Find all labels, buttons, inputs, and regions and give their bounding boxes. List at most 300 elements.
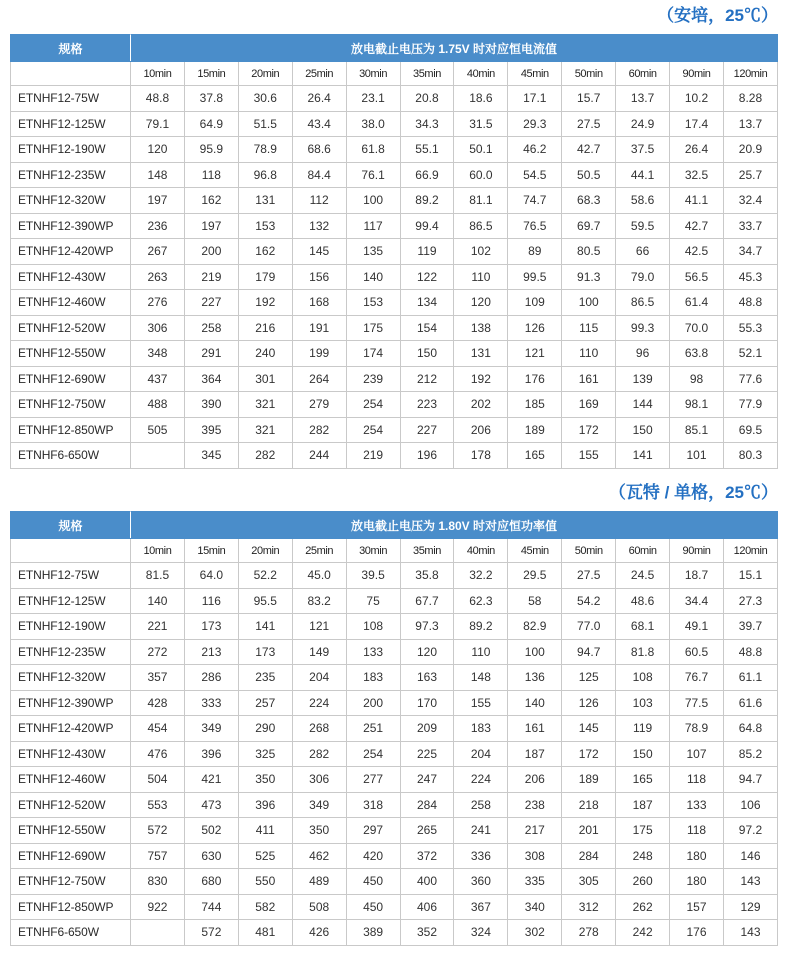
- value-cell: 30.6: [238, 86, 292, 112]
- value-cell: 321: [238, 392, 292, 418]
- value-cell: 297: [346, 818, 400, 844]
- value-cell: 505: [131, 417, 185, 443]
- value-cell: 169: [562, 392, 616, 418]
- value-cell: 96.8: [238, 162, 292, 188]
- value-cell: 268: [292, 716, 346, 742]
- value-cell: 126: [508, 315, 562, 341]
- value-cell: 134: [400, 290, 454, 316]
- value-cell: 350: [238, 767, 292, 793]
- model-name-cell: ETNHF6-650W: [11, 443, 131, 469]
- value-cell: 830: [131, 869, 185, 895]
- time-column-header: 10min: [131, 539, 185, 563]
- table-row: [11, 86, 778, 112]
- value-cell: 350: [292, 818, 346, 844]
- value-cell: 553: [131, 792, 185, 818]
- value-cell: 135: [346, 239, 400, 265]
- value-cell: 27.5: [562, 111, 616, 137]
- value-cell: 196: [400, 443, 454, 469]
- value-cell: 61.4: [670, 290, 724, 316]
- value-cell: 100: [346, 188, 400, 214]
- time-column-header: 15min: [184, 539, 238, 563]
- value-cell: 66.9: [400, 162, 454, 188]
- value-cell: 58.6: [616, 188, 670, 214]
- value-cell: 60.0: [454, 162, 508, 188]
- value-cell: 165: [508, 443, 562, 469]
- value-cell: 132: [292, 213, 346, 239]
- value-cell: 240: [238, 341, 292, 367]
- table-caption: （安培，25℃）: [657, 6, 778, 25]
- value-cell: 161: [562, 366, 616, 392]
- value-cell: 107: [670, 741, 724, 767]
- value-cell: 119: [400, 239, 454, 265]
- value-cell: 197: [184, 213, 238, 239]
- model-name-cell: ETNHF12-420WP: [11, 716, 131, 742]
- value-cell: 140: [508, 690, 562, 716]
- value-cell: 24.9: [616, 111, 670, 137]
- value-cell: 508: [292, 894, 346, 920]
- value-cell: 192: [238, 290, 292, 316]
- value-cell: 74.7: [508, 188, 562, 214]
- model-name-cell: ETNHF12-390WP: [11, 690, 131, 716]
- time-column-header: 20min: [238, 539, 292, 563]
- value-cell: 406: [400, 894, 454, 920]
- value-cell: 161: [508, 716, 562, 742]
- value-cell: 572: [184, 920, 238, 946]
- value-cell: 83.2: [292, 588, 346, 614]
- value-cell: 168: [292, 290, 346, 316]
- value-cell: 265: [400, 818, 454, 844]
- time-column-header: 45min: [508, 539, 562, 563]
- value-cell: 200: [346, 690, 400, 716]
- value-cell: 197: [131, 188, 185, 214]
- value-cell: 110: [454, 264, 508, 290]
- value-cell: 357: [131, 665, 185, 691]
- value-cell: 94.7: [723, 767, 777, 793]
- time-header-row: [11, 62, 778, 86]
- value-cell: 80.3: [723, 443, 777, 469]
- value-cell: 146: [723, 843, 777, 869]
- model-name-cell: ETNHF12-690W: [11, 366, 131, 392]
- value-cell: 32.5: [670, 162, 724, 188]
- model-name-cell: ETNHF12-125W: [11, 111, 131, 137]
- value-cell: 139: [616, 366, 670, 392]
- value-cell: 744: [184, 894, 238, 920]
- value-cell: 213: [184, 639, 238, 665]
- value-cell: 60.5: [670, 639, 724, 665]
- value-cell: 224: [292, 690, 346, 716]
- model-name-cell: ETNHF12-235W: [11, 639, 131, 665]
- value-cell: 202: [454, 392, 508, 418]
- value-cell: 411: [238, 818, 292, 844]
- value-cell: 154: [400, 315, 454, 341]
- spec-subheader-blank: [11, 539, 131, 563]
- value-cell: 82.9: [508, 614, 562, 640]
- value-cell: 336: [454, 843, 508, 869]
- value-cell: 141: [616, 443, 670, 469]
- time-column-header: 25min: [292, 62, 346, 86]
- value-cell: 400: [400, 869, 454, 895]
- value-cell: 54.5: [508, 162, 562, 188]
- table-row: [11, 341, 778, 367]
- value-cell: 282: [292, 741, 346, 767]
- value-cell: 217: [508, 818, 562, 844]
- value-cell: 95.5: [238, 588, 292, 614]
- model-name-cell: ETNHF12-520W: [11, 315, 131, 341]
- value-cell: 308: [508, 843, 562, 869]
- value-cell: 39.5: [346, 563, 400, 589]
- value-cell: 52.2: [238, 563, 292, 589]
- value-cell: 39.7: [723, 614, 777, 640]
- model-name-cell: ETNHF12-750W: [11, 869, 131, 895]
- value-cell: 185: [508, 392, 562, 418]
- value-cell: 86.5: [616, 290, 670, 316]
- value-cell: 59.5: [616, 213, 670, 239]
- value-cell: 260: [616, 869, 670, 895]
- time-column-header: 30min: [346, 539, 400, 563]
- value-cell: 64.9: [184, 111, 238, 137]
- value-cell: 163: [400, 665, 454, 691]
- value-cell: 248: [616, 843, 670, 869]
- table-row: [11, 264, 778, 290]
- value-cell: 140: [346, 264, 400, 290]
- value-cell: 20.8: [400, 86, 454, 112]
- value-cell: 153: [346, 290, 400, 316]
- value-cell: 345: [184, 443, 238, 469]
- table-row: [11, 665, 778, 691]
- value-cell: 32.4: [723, 188, 777, 214]
- table-row: [11, 162, 778, 188]
- value-cell: 219: [346, 443, 400, 469]
- value-cell: 45.0: [292, 563, 346, 589]
- model-name-cell: ETNHF12-390WP: [11, 213, 131, 239]
- value-cell: 42.7: [562, 137, 616, 163]
- value-cell: 224: [454, 767, 508, 793]
- value-cell: 180: [670, 869, 724, 895]
- value-cell: 144: [616, 392, 670, 418]
- value-cell: 58: [508, 588, 562, 614]
- value-cell: 86.5: [454, 213, 508, 239]
- value-cell: 148: [131, 162, 185, 188]
- value-cell: 23.1: [346, 86, 400, 112]
- model-name-cell: ETNHF12-850WP: [11, 894, 131, 920]
- value-cell: 504: [131, 767, 185, 793]
- time-column-header: 15min: [184, 62, 238, 86]
- value-cell: 106: [723, 792, 777, 818]
- model-name-cell: ETNHF12-190W: [11, 137, 131, 163]
- value-cell: 278: [562, 920, 616, 946]
- value-cell: 131: [238, 188, 292, 214]
- value-cell: 81.5: [131, 563, 185, 589]
- value-cell: 141: [238, 614, 292, 640]
- value-cell: 262: [616, 894, 670, 920]
- value-cell: 75: [346, 588, 400, 614]
- time-column-header: 45min: [508, 62, 562, 86]
- model-name-cell: ETNHF12-550W: [11, 341, 131, 367]
- value-cell: 340: [508, 894, 562, 920]
- value-cell: 282: [292, 417, 346, 443]
- value-cell: 118: [670, 767, 724, 793]
- value-cell: 312: [562, 894, 616, 920]
- value-cell: 61.6: [723, 690, 777, 716]
- value-cell: 302: [508, 920, 562, 946]
- value-cell: 279: [292, 392, 346, 418]
- table-row: [11, 213, 778, 239]
- table-row: [11, 639, 778, 665]
- value-cell: [131, 443, 185, 469]
- value-cell: 454: [131, 716, 185, 742]
- value-cell: 80.5: [562, 239, 616, 265]
- value-cell: 10.2: [670, 86, 724, 112]
- table-title-header: 放电截止电压为 1.80V 时对应恒功率值: [131, 512, 778, 539]
- value-cell: 757: [131, 843, 185, 869]
- model-name-cell: ETNHF12-850WP: [11, 417, 131, 443]
- model-name-cell: ETNHF12-420WP: [11, 239, 131, 265]
- table-row: [11, 741, 778, 767]
- value-cell: 69.7: [562, 213, 616, 239]
- value-cell: 78.9: [670, 716, 724, 742]
- time-column-header: 120min: [723, 539, 777, 563]
- table-row: [11, 137, 778, 163]
- time-column-header: 60min: [616, 62, 670, 86]
- table-title-header: 放电截止电压为 1.75V 时对应恒电流值: [131, 35, 778, 62]
- value-cell: 462: [292, 843, 346, 869]
- time-column-header: 30min: [346, 62, 400, 86]
- value-cell: 138: [454, 315, 508, 341]
- value-cell: 56.5: [670, 264, 724, 290]
- table-header-row: [11, 35, 778, 62]
- value-cell: 175: [346, 315, 400, 341]
- value-cell: 437: [131, 366, 185, 392]
- constant-current-table: [10, 34, 778, 469]
- value-cell: 50.1: [454, 137, 508, 163]
- value-cell: 48.8: [723, 290, 777, 316]
- value-cell: 126: [562, 690, 616, 716]
- value-cell: 367: [454, 894, 508, 920]
- table-head: [11, 512, 778, 563]
- value-cell: 136: [508, 665, 562, 691]
- value-cell: 140: [131, 588, 185, 614]
- table-row: [11, 818, 778, 844]
- value-cell: 81.1: [454, 188, 508, 214]
- value-cell: 145: [562, 716, 616, 742]
- value-cell: 120: [400, 639, 454, 665]
- table-row: [11, 111, 778, 137]
- time-column-header: 50min: [562, 62, 616, 86]
- value-cell: 66: [616, 239, 670, 265]
- time-column-header: 40min: [454, 62, 508, 86]
- time-column-header: 50min: [562, 539, 616, 563]
- value-cell: 98.1: [670, 392, 724, 418]
- value-cell: 680: [184, 869, 238, 895]
- table-row: [11, 843, 778, 869]
- table-caption: （瓦特 / 单格，25℃）: [608, 483, 778, 502]
- value-cell: 183: [454, 716, 508, 742]
- value-cell: 145: [292, 239, 346, 265]
- value-cell: 335: [508, 869, 562, 895]
- value-cell: 212: [400, 366, 454, 392]
- value-cell: 64.8: [723, 716, 777, 742]
- value-cell: 360: [454, 869, 508, 895]
- value-cell: 396: [238, 792, 292, 818]
- value-cell: 50.5: [562, 162, 616, 188]
- value-cell: 42.5: [670, 239, 724, 265]
- value-cell: 35.8: [400, 563, 454, 589]
- value-cell: 49.1: [670, 614, 724, 640]
- value-cell: 48.6: [616, 588, 670, 614]
- value-cell: 33.7: [723, 213, 777, 239]
- time-column-header: 35min: [400, 62, 454, 86]
- value-cell: 29.3: [508, 111, 562, 137]
- table-row: [11, 188, 778, 214]
- value-cell: 55.3: [723, 315, 777, 341]
- value-cell: 31.5: [454, 111, 508, 137]
- value-cell: 18.7: [670, 563, 724, 589]
- value-cell: 922: [131, 894, 185, 920]
- value-cell: 76.5: [508, 213, 562, 239]
- spec-column-header: 规格: [11, 512, 131, 539]
- value-cell: 239: [346, 366, 400, 392]
- value-cell: 89: [508, 239, 562, 265]
- value-cell: 133: [670, 792, 724, 818]
- value-cell: 189: [508, 417, 562, 443]
- value-cell: 227: [184, 290, 238, 316]
- value-cell: 84.4: [292, 162, 346, 188]
- time-column-header: 60min: [616, 539, 670, 563]
- table-row: [11, 366, 778, 392]
- constant-power-table: [10, 511, 778, 946]
- value-cell: 70.0: [670, 315, 724, 341]
- value-cell: 20.9: [723, 137, 777, 163]
- value-cell: 68.1: [616, 614, 670, 640]
- value-cell: 115: [562, 315, 616, 341]
- value-cell: 15.7: [562, 86, 616, 112]
- value-cell: 150: [616, 417, 670, 443]
- value-cell: 25.7: [723, 162, 777, 188]
- value-cell: 162: [184, 188, 238, 214]
- time-column-header: 35min: [400, 539, 454, 563]
- value-cell: 100: [562, 290, 616, 316]
- value-cell: 390: [184, 392, 238, 418]
- table-head: [11, 35, 778, 86]
- value-cell: 120: [131, 137, 185, 163]
- value-cell: 13.7: [723, 111, 777, 137]
- value-cell: 96: [616, 341, 670, 367]
- value-cell: 291: [184, 341, 238, 367]
- value-cell: 55.1: [400, 137, 454, 163]
- table-row: [11, 392, 778, 418]
- value-cell: 277: [346, 767, 400, 793]
- value-cell: 502: [184, 818, 238, 844]
- value-cell: 174: [346, 341, 400, 367]
- value-cell: 48.8: [723, 639, 777, 665]
- value-cell: 13.7: [616, 86, 670, 112]
- value-cell: 45.3: [723, 264, 777, 290]
- time-column-header: 20min: [238, 62, 292, 86]
- value-cell: 125: [562, 665, 616, 691]
- value-cell: 321: [238, 417, 292, 443]
- value-cell: 276: [131, 290, 185, 316]
- table-header-row: [11, 512, 778, 539]
- value-cell: 173: [238, 639, 292, 665]
- value-cell: 282: [238, 443, 292, 469]
- value-cell: 290: [238, 716, 292, 742]
- value-cell: 284: [400, 792, 454, 818]
- value-cell: 46.2: [508, 137, 562, 163]
- table-row: [11, 894, 778, 920]
- value-cell: 389: [346, 920, 400, 946]
- value-cell: 52.1: [723, 341, 777, 367]
- model-name-cell: ETNHF12-430W: [11, 741, 131, 767]
- value-cell: 89.2: [400, 188, 454, 214]
- value-cell: 68.3: [562, 188, 616, 214]
- value-cell: 176: [508, 366, 562, 392]
- value-cell: 26.4: [670, 137, 724, 163]
- value-cell: 118: [670, 818, 724, 844]
- value-cell: 78.9: [238, 137, 292, 163]
- value-cell: 242: [616, 920, 670, 946]
- value-cell: 157: [670, 894, 724, 920]
- table-row: [11, 239, 778, 265]
- value-cell: 582: [238, 894, 292, 920]
- value-cell: 77.6: [723, 366, 777, 392]
- table-row: [11, 315, 778, 341]
- value-cell: 421: [184, 767, 238, 793]
- value-cell: 117: [346, 213, 400, 239]
- value-cell: 67.7: [400, 588, 454, 614]
- value-cell: 26.4: [292, 86, 346, 112]
- model-name-cell: ETNHF12-320W: [11, 188, 131, 214]
- value-cell: 103: [616, 690, 670, 716]
- table-row: [11, 869, 778, 895]
- value-cell: 43.4: [292, 111, 346, 137]
- value-cell: 204: [454, 741, 508, 767]
- value-cell: 244: [292, 443, 346, 469]
- model-name-cell: ETNHF12-460W: [11, 290, 131, 316]
- value-cell: 18.6: [454, 86, 508, 112]
- value-cell: 489: [292, 869, 346, 895]
- value-cell: 77.0: [562, 614, 616, 640]
- value-cell: 264: [292, 366, 346, 392]
- value-cell: 38.0: [346, 111, 400, 137]
- value-cell: 94.7: [562, 639, 616, 665]
- value-cell: 41.1: [670, 188, 724, 214]
- time-column-header: 10min: [131, 62, 185, 86]
- value-cell: 155: [454, 690, 508, 716]
- value-cell: 97.2: [723, 818, 777, 844]
- value-cell: 301: [238, 366, 292, 392]
- model-name-cell: ETNHF12-75W: [11, 86, 131, 112]
- value-cell: 121: [292, 614, 346, 640]
- value-cell: 349: [184, 716, 238, 742]
- value-cell: 97.3: [400, 614, 454, 640]
- value-cell: 81.8: [616, 639, 670, 665]
- value-cell: 68.6: [292, 137, 346, 163]
- value-cell: 488: [131, 392, 185, 418]
- value-cell: 61.1: [723, 665, 777, 691]
- value-cell: 77.9: [723, 392, 777, 418]
- value-cell: 27.3: [723, 588, 777, 614]
- value-cell: 200: [184, 239, 238, 265]
- model-name-cell: ETNHF12-460W: [11, 767, 131, 793]
- value-cell: 219: [184, 264, 238, 290]
- value-cell: 257: [238, 690, 292, 716]
- model-name-cell: ETNHF12-430W: [11, 264, 131, 290]
- value-cell: 258: [184, 315, 238, 341]
- value-cell: 349: [292, 792, 346, 818]
- table-body: [11, 563, 778, 946]
- value-cell: 180: [670, 843, 724, 869]
- value-cell: 348: [131, 341, 185, 367]
